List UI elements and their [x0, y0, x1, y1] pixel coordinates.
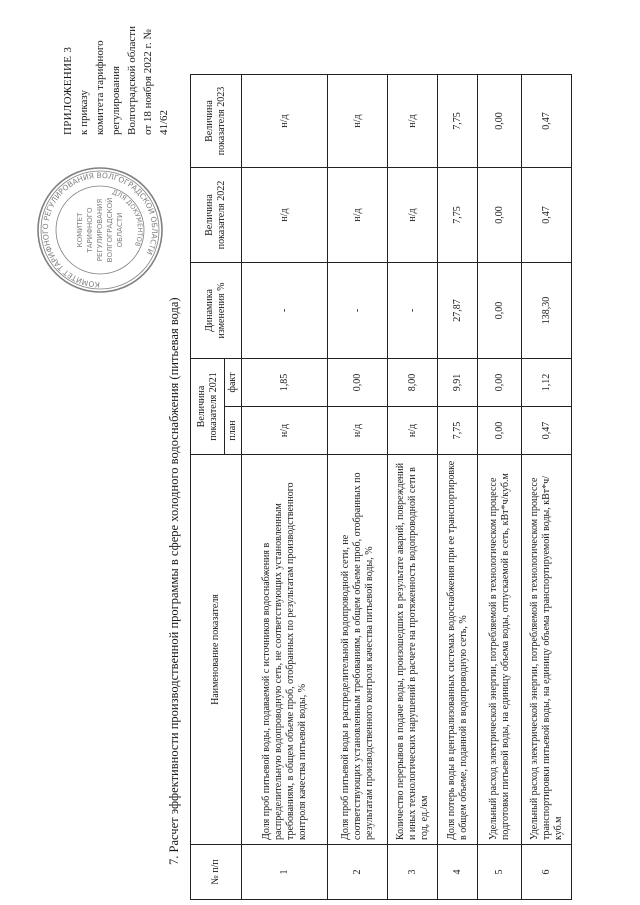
cell-2023: н/д [388, 75, 438, 168]
annex-line-4: Волгоградской области [126, 26, 138, 135]
cell-fact: 0,00 [478, 359, 522, 407]
cell-dynamics: 138,30 [522, 263, 572, 359]
col-header-num: № п/п [191, 845, 242, 900]
cell-2023: 7,75 [438, 75, 478, 168]
cell-name: Доля проб питьевой воды в распределительной водопроводной сети, не соответствующих установленным требованиям, в общем объеме проб, отобранных по результатам производственного контроля качества питьевой воды, % [328, 455, 388, 845]
table-row [438, 75, 478, 900]
cell-num: 4 [438, 845, 478, 900]
cell-name: Доля потерь воды в централизованных системах водоснабжения при ее транспортировке в общем объеме, поданной в водопроводную сеть, % [438, 455, 478, 845]
cell-dynamics: 0,00 [478, 263, 522, 359]
cell-2022: н/д [242, 168, 328, 263]
annex-line-2: к приказу [78, 89, 90, 135]
cell-fact: 8,00 [388, 359, 438, 407]
cell-2022: 7,75 [438, 168, 478, 263]
col-header-2022: Величина показателя 2022 [191, 168, 242, 263]
cell-2022: н/д [328, 168, 388, 263]
col-header-2021: Величина показателя 2021 [191, 359, 225, 455]
cell-plan: н/д [388, 407, 438, 455]
cell-plan: 7,75 [438, 407, 478, 455]
annex-line-3: комитета тарифного регулирования [94, 40, 122, 135]
cell-plan: н/д [328, 407, 388, 455]
cell-2022: 0,00 [478, 168, 522, 263]
cell-num: 6 [522, 845, 572, 900]
table-row [522, 75, 572, 900]
cell-2023: н/д [242, 75, 328, 168]
cell-name: Удельный расход электрической энергии, потребляемой в технологическом процессе подготовки питьевой воды, на единицу объема воды, отпускаемой в сеть, кВт*ч/куб.м [478, 455, 522, 845]
col-header-2023: Величина показателя 2023 [191, 75, 242, 168]
col-header-plan: план [225, 407, 242, 455]
cell-num: 5 [478, 845, 522, 900]
col-header-dynamics: Динамика изменения % [191, 263, 242, 359]
seal-center-line-5: ОБЛАСТИ [116, 212, 124, 248]
cell-2023: 0,47 [522, 75, 572, 168]
table-header-row [191, 75, 225, 900]
cell-num: 1 [242, 845, 328, 900]
efficiency-table [190, 74, 572, 900]
cell-2023: 0,00 [478, 75, 522, 168]
section-heading: 7. Расчет эффективности производственной программы в сфере холодного водоснабжения (питьевая вода) [167, 297, 181, 865]
annex-header [60, 10, 172, 135]
seal-center-line-4: ВОЛГОГРАДСКОЙ [106, 197, 114, 263]
table-row [242, 75, 328, 900]
cell-name: Доля проб питьевой воды, подаваемой с источников водоснабжения в распределительную водопроводную сеть, не соответствующих установленным требованиям, в общем объеме проб, отобранных по результатам производственного контроля качества питьевой воды, % [242, 455, 328, 845]
cell-2022: 0,47 [522, 168, 572, 263]
cell-fact: 9,91 [438, 359, 478, 407]
table-row [478, 75, 522, 900]
seal-center-line-2: ТАРИФНОГО [86, 207, 94, 253]
cell-dynamics: - [328, 263, 388, 359]
cell-fact: 1,12 [522, 359, 572, 407]
cell-fact: 0,00 [328, 359, 388, 407]
col-header-fact: факт [225, 359, 242, 407]
cell-2022: н/д [388, 168, 438, 263]
annex-title: ПРИЛОЖЕНИЕ 3 [62, 46, 74, 135]
seal-outer-text: КОМИТЕТ ТАРИФНОГО РЕГУЛИРОВАНИЯ ВОЛГОГРАДСКОЙ ОБЛАСТИ [40, 170, 160, 290]
cell-fact: 1,85 [242, 359, 328, 407]
annex-line-5: от 18 ноября 2022 г. № 41/62 [142, 29, 170, 135]
cell-num: 3 [388, 845, 438, 900]
cell-plan: 0,47 [522, 407, 572, 455]
cell-dynamics: - [242, 263, 328, 359]
table-row [388, 75, 438, 900]
cell-plan: 0,00 [478, 407, 522, 455]
cell-name: Удельный расход электрической энергии, потребляемой в технологическом процессе транспортировки питьевой воды, на единицу объема транспортируемой воды, кВт*ч/куб.м [522, 455, 572, 845]
official-seal [35, 165, 165, 295]
cell-dynamics: 27,87 [438, 263, 478, 359]
cell-plan: н/д [242, 407, 328, 455]
cell-num: 2 [328, 845, 388, 900]
seal-center-line-3: РЕГУЛИРОВАНИЯ [96, 198, 104, 262]
seal-center-line-1: КОМИТЕТ [76, 212, 84, 248]
cell-name: Количество перерывов в подаче воды, произошедших в результате аварий, повреждений и иных технологических нарушений в расчете на протяженность водопроводной сети в год, ед./км [388, 455, 438, 845]
table-row [328, 75, 388, 900]
cell-dynamics: - [388, 263, 438, 359]
seal-inner-text: ДЛЯ ДОКУМЕНТОВ [111, 188, 145, 248]
col-header-name: Наименование показателя [191, 455, 242, 845]
cell-2023: н/д [328, 75, 388, 168]
